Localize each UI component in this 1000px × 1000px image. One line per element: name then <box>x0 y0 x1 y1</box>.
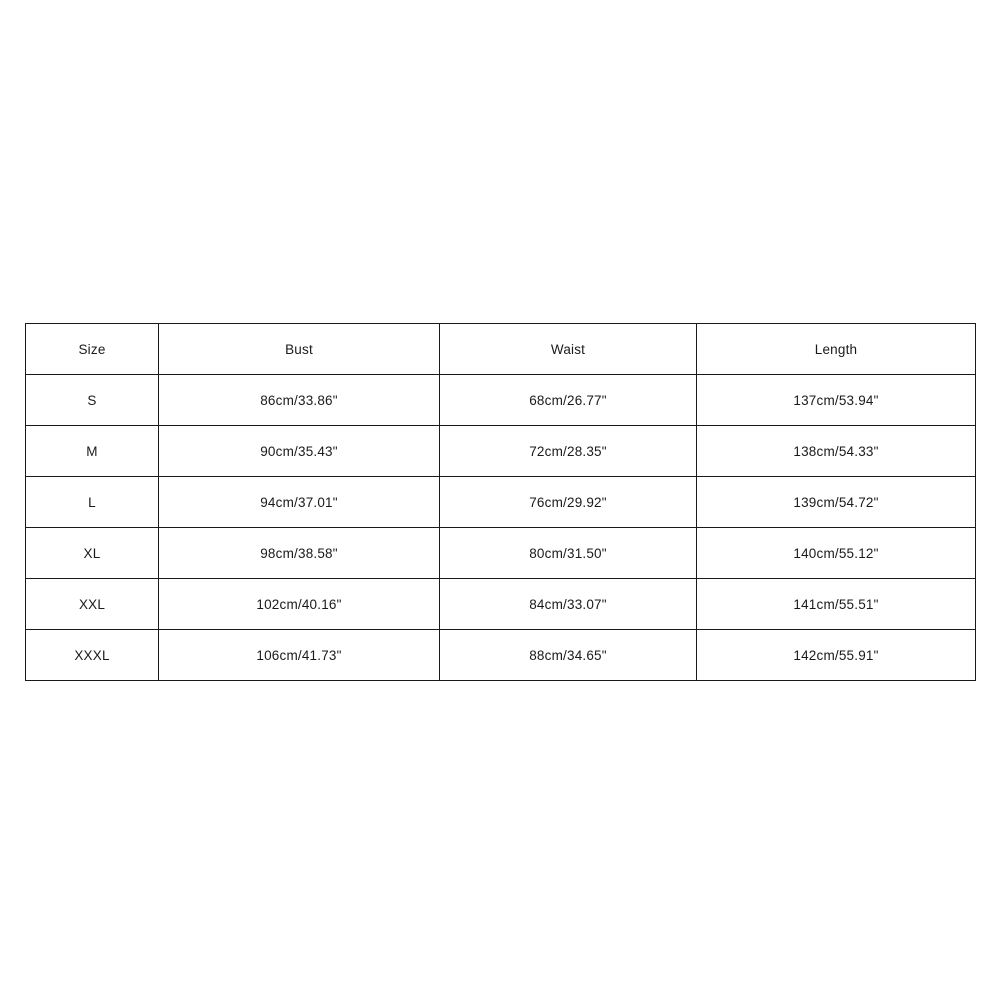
cell-length: 137cm/53.94" <box>697 375 976 426</box>
table-row <box>26 426 976 477</box>
cell-bust: 94cm/37.01" <box>159 477 440 528</box>
cell-waist: 88cm/34.65" <box>440 630 697 681</box>
cell-size: XL <box>26 528 159 579</box>
cell-bust: 106cm/41.73" <box>159 630 440 681</box>
cell-size: XXXL <box>26 630 159 681</box>
column-header-bust: Bust <box>159 324 440 375</box>
cell-waist: 80cm/31.50" <box>440 528 697 579</box>
cell-waist: 84cm/33.07" <box>440 579 697 630</box>
size-chart-table <box>25 323 976 681</box>
table-row <box>26 579 976 630</box>
table-row <box>26 375 976 426</box>
cell-waist: 72cm/28.35" <box>440 426 697 477</box>
cell-bust: 102cm/40.16" <box>159 579 440 630</box>
cell-length: 142cm/55.91" <box>697 630 976 681</box>
cell-size: M <box>26 426 159 477</box>
cell-length: 141cm/55.51" <box>697 579 976 630</box>
table-row <box>26 630 976 681</box>
table-header-row <box>26 324 976 375</box>
table-row <box>26 528 976 579</box>
cell-bust: 98cm/38.58" <box>159 528 440 579</box>
table-row <box>26 477 976 528</box>
cell-size: L <box>26 477 159 528</box>
cell-waist: 68cm/26.77" <box>440 375 697 426</box>
cell-bust: 90cm/35.43" <box>159 426 440 477</box>
cell-waist: 76cm/29.92" <box>440 477 697 528</box>
size-chart-container <box>25 323 975 681</box>
cell-size: S <box>26 375 159 426</box>
column-header-size: Size <box>26 324 159 375</box>
cell-bust: 86cm/33.86" <box>159 375 440 426</box>
cell-length: 140cm/55.12" <box>697 528 976 579</box>
column-header-waist: Waist <box>440 324 697 375</box>
cell-size: XXL <box>26 579 159 630</box>
cell-length: 139cm/54.72" <box>697 477 976 528</box>
column-header-length: Length <box>697 324 976 375</box>
cell-length: 138cm/54.33" <box>697 426 976 477</box>
